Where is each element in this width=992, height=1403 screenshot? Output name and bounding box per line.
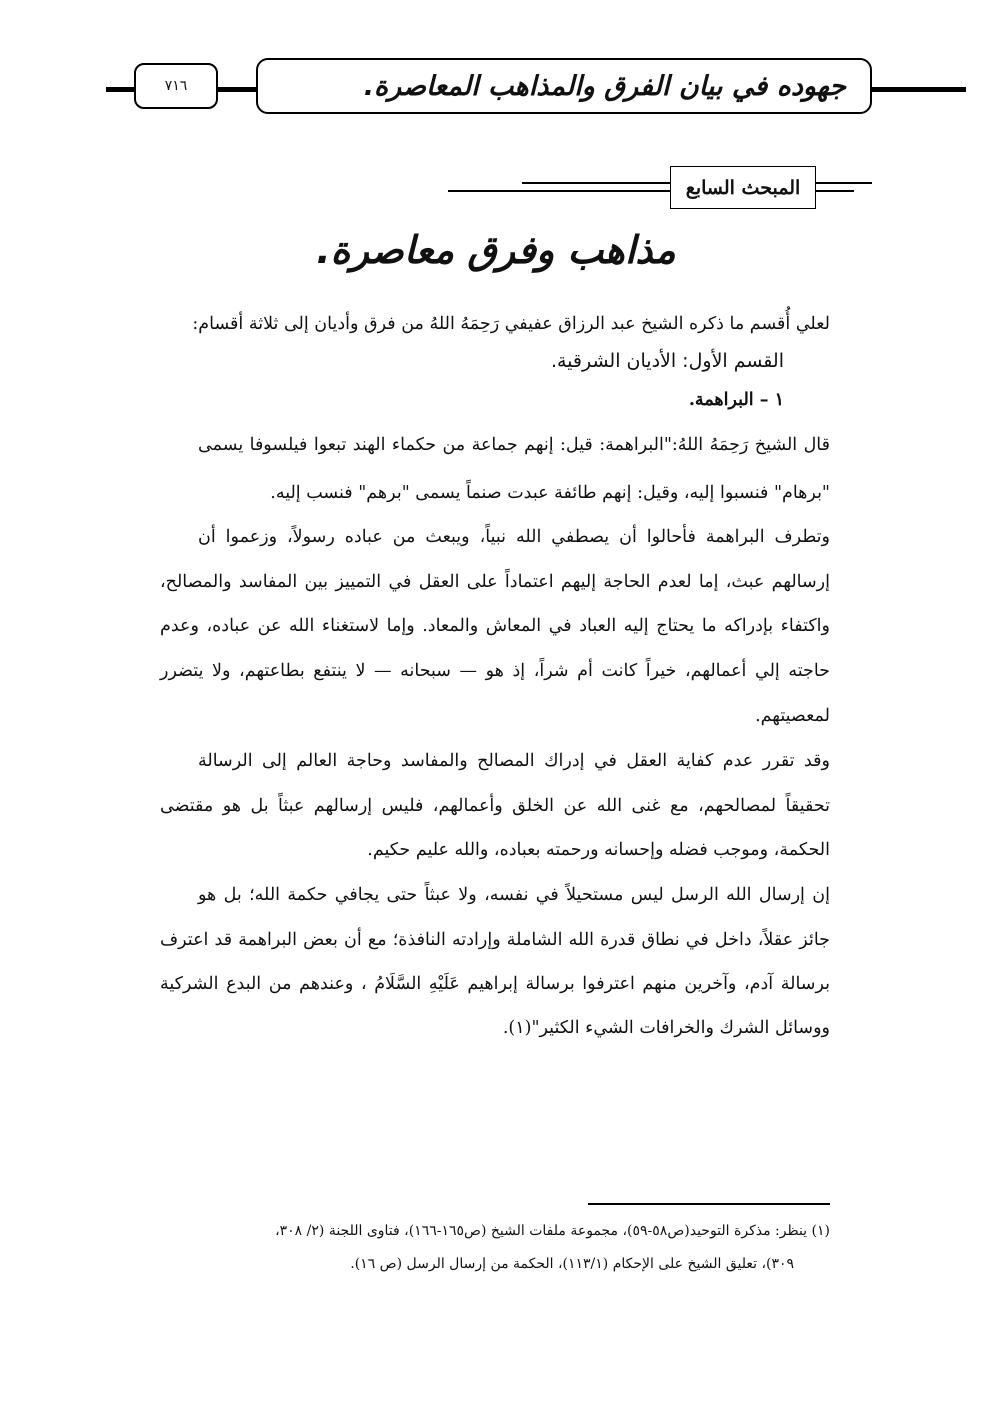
footnote-line: ٣٠٩)، تعليق الشيخ على الإحكام (١١٣/١)، الحكمة من إرسال الرسل (ص ١٦). [350, 1256, 794, 1272]
body-line: قال الشيخ رَحِمَهُ اللهُ:"البراهمة: قيل: إنهم جماعة من حكماء الهند تبعوا فيلسوفا يسمى [198, 435, 830, 455]
section-rule-left-bottom [448, 190, 670, 192]
body-line: جائز عقلاً، داخل في نطاق قدرة الله الشاملة وإرادته النافذة؛ مع أن بعض البراهمة قد اعترف [160, 930, 830, 950]
running-header [256, 58, 872, 114]
item-heading: ١ – البراهمة. [688, 390, 784, 410]
page-number [134, 63, 218, 109]
body-line: الحكمة، وموجب فضله وإحسانه ورحمته بعباده، والله عليم حكيم. [367, 840, 830, 860]
header-rule-right [872, 87, 966, 92]
body-line: وتطرف البراهمة فأحالوا أن يصطفي الله نبياً، ويبعث من عباده رسولاً، وزعموا أن [198, 527, 830, 547]
intro-paragraph: لعلي أُقسم ما ذكره الشيخ عبد الرزاق عفيفي رَحِمَهُ اللهُ من فرق وأديان إلى ثلاثة أقسام: [192, 314, 830, 334]
body-line: لمعصيتهم. [755, 706, 830, 726]
body-line: إرسالهم عبث، إما لعدم الحاجة إليهم اعتماداً على العقل في التمييز بين المفاسد والمصالح، [160, 572, 830, 592]
section-label [670, 166, 816, 209]
section-rule-left-top [522, 182, 670, 184]
page-number-text: ٧١٦ [164, 78, 188, 94]
header-rule-left [106, 87, 134, 92]
footnote-separator [588, 1203, 830, 1205]
body-line: تحقيقاً لمصالحهم، مع غنى الله عن الخلق وأعمالهم، فليس إرسالهم عبثاً بل هو مقتضى [160, 796, 830, 816]
chapter-title: مذاهب وفرق معاصرة. [316, 228, 676, 272]
body-line: برسالة آدم، وآخرين منهم اعترفوا برسالة إبراهيم عَلَيْهِ السَّلَامُ ، وعندهم من البدع الشركية [160, 974, 830, 994]
section-rule-right-top [816, 182, 872, 184]
running-header-title: جهوده في بيان الفرق والمذاهب المعاصرة. [363, 70, 846, 102]
section-rule-right-bottom [816, 190, 854, 192]
body-line: ووسائل الشرك والخرافات الشيء الكثير"(١). [502, 1018, 830, 1038]
section-label-text: المبحث السابع [685, 176, 801, 199]
header-rule-middle [218, 87, 256, 92]
part-heading: القسم الأول: الأديان الشرقية. [550, 350, 784, 372]
body-line: وقد تقرر عدم كفاية العقل في إدراك المصالح والمفاسد وحاجة العالم إلى الرسالة [198, 751, 830, 771]
body-line: واكتفاء بإدراكه ما يحتاج إليه العباد في المعاش والمعاد. وإما لاستغناء الله عن عباده، وعدم [160, 616, 830, 636]
body-line: حاجته إلي أعمالهم، خيراً كانت أم شراً، إذ هو — سبحانه — لا ينتفع بطاعتهم، ولا يتضرر [160, 661, 830, 681]
body-line: "برهام" فنسبوا إليه، وقيل: إنهم طائفة عبدت صنماً يسمى "برهم" فنسب إليه. [270, 483, 830, 503]
footnote-line: (١) ينظر: مذكرة التوحيد(ص٥٨-٥٩)، مجموعة ملفات الشيخ (ص١٦٥-١٦٦)، فتاوى اللجنة (٢/ ٣٠٨، [275, 1223, 830, 1239]
body-line: إن إرسال الله الرسل ليس مستحيلاً في نفسه، ولا عبثاً حتى يجافي حكمة الله؛ بل هو [198, 885, 830, 905]
